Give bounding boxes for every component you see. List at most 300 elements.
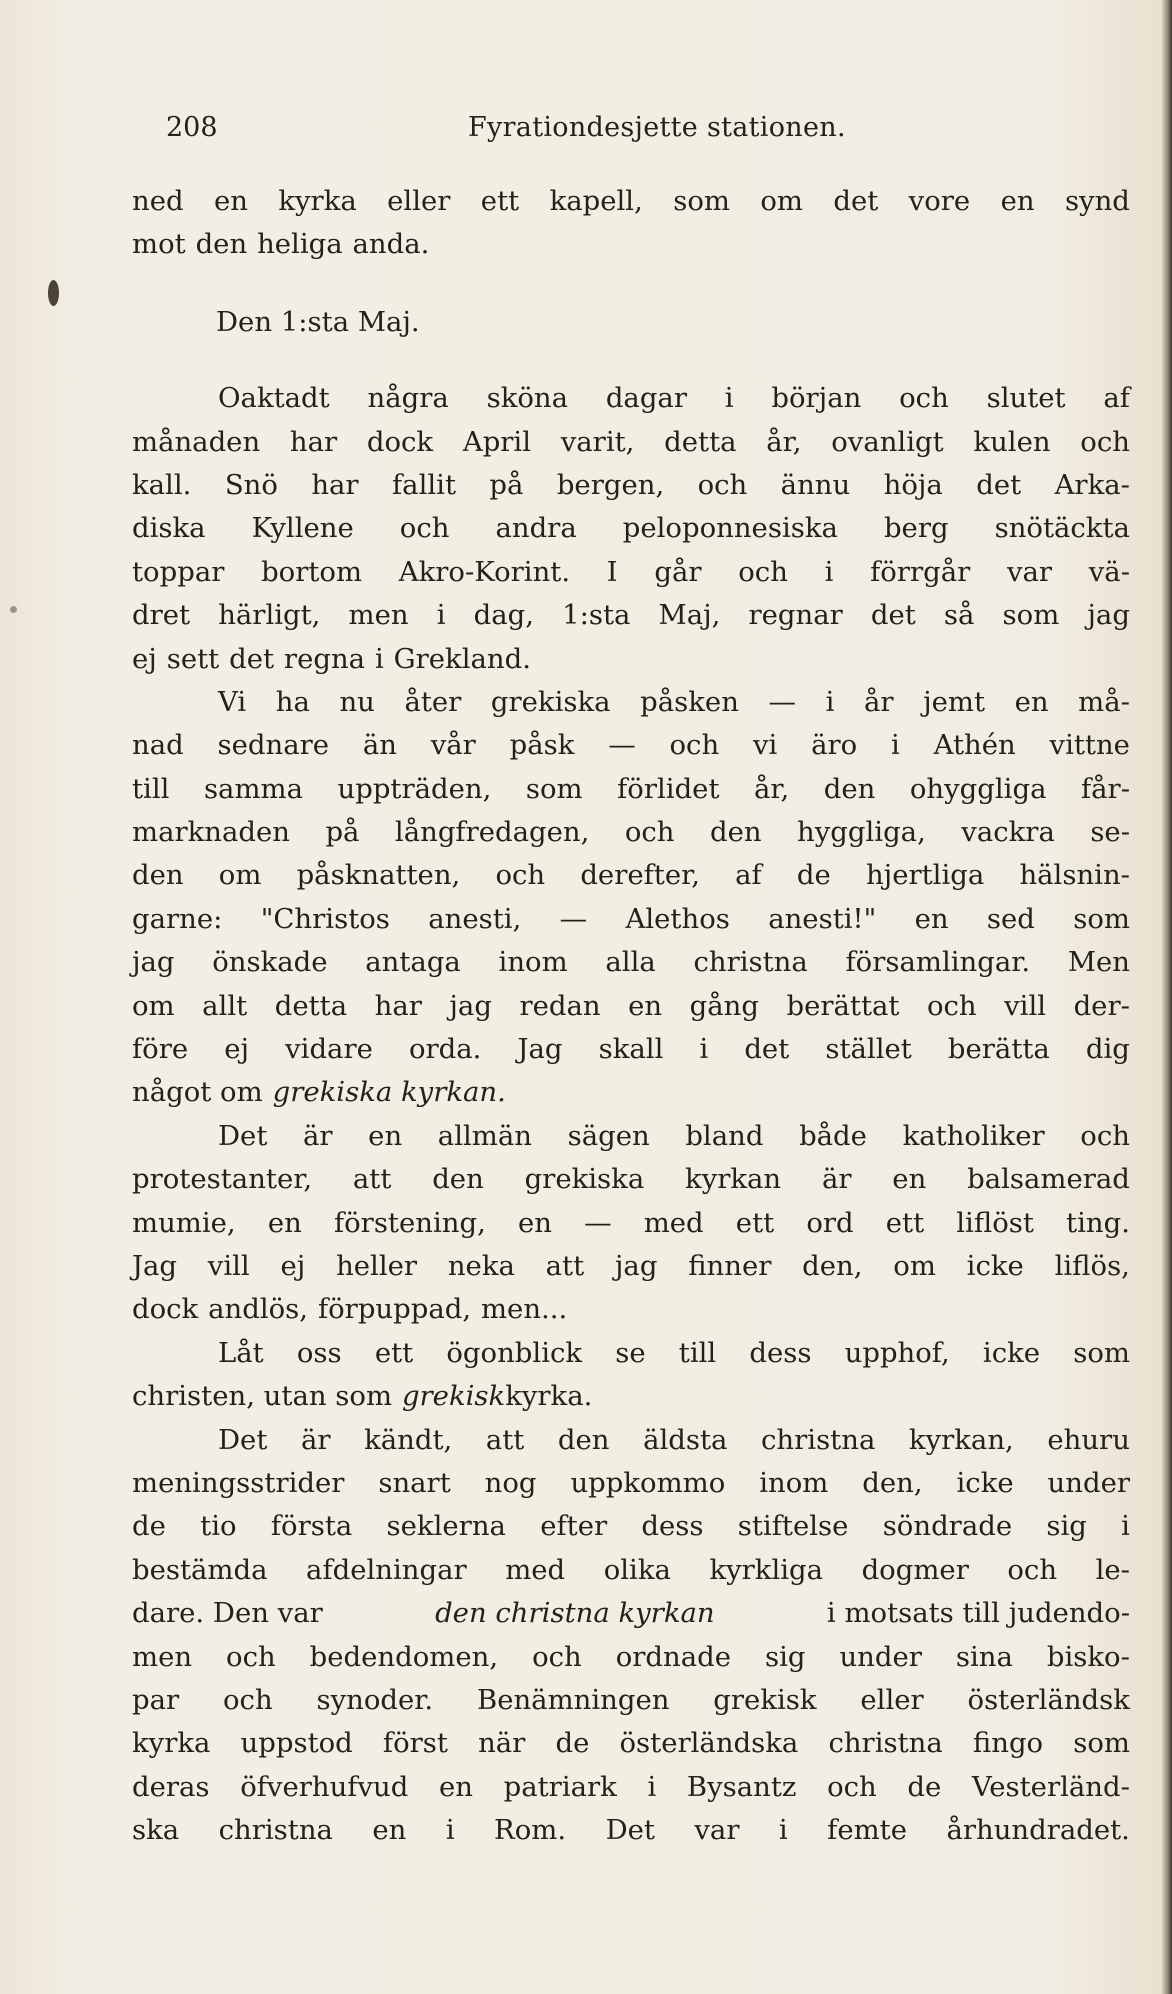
word: bedendomen,	[309, 1640, 499, 1673]
word: Bysantz	[686, 1770, 797, 1803]
word: af	[735, 859, 762, 892]
word: garne:	[132, 902, 223, 935]
word: Benämningen	[476, 1683, 670, 1716]
word: Men	[1067, 946, 1130, 979]
word: en	[914, 902, 949, 935]
word: före	[132, 1033, 189, 1066]
word: uppträden,	[337, 772, 492, 805]
word: att	[545, 1249, 585, 1282]
word: och	[926, 989, 977, 1022]
word: snart	[378, 1466, 451, 1499]
word: församlingar.	[845, 946, 1031, 979]
word: ned	[132, 185, 184, 217]
italic-phrase: grekiska kyrkan.	[272, 1076, 506, 1109]
word: patriark	[503, 1770, 617, 1803]
word: som	[1073, 1727, 1130, 1760]
word: den	[432, 1163, 484, 1196]
word: ett	[374, 1336, 414, 1369]
word: —	[608, 729, 636, 762]
word: det	[976, 468, 1022, 501]
word: sköna	[486, 382, 569, 415]
word: kyrka	[278, 185, 357, 217]
word: och	[399, 512, 450, 545]
word: sednare	[217, 729, 330, 762]
word: har	[374, 989, 422, 1022]
word: sina	[955, 1640, 1013, 1673]
word: detta	[274, 989, 348, 1022]
word: påsk	[509, 729, 575, 762]
word: några	[367, 382, 449, 415]
word: den	[557, 1423, 610, 1456]
word: Jag	[132, 1249, 178, 1282]
text-line	[132, 594, 1130, 637]
word: påsknatten,	[296, 859, 461, 892]
word: mot	[132, 228, 186, 261]
text-line	[132, 1722, 1130, 1765]
word: fallit	[392, 468, 457, 501]
word: det	[833, 185, 879, 217]
word: dock	[366, 425, 434, 458]
text-line	[132, 1115, 1130, 1158]
word: christna	[693, 946, 808, 979]
word: härligt,	[218, 599, 321, 632]
word: meningsstrider	[132, 1466, 345, 1499]
word: ej	[224, 1033, 250, 1066]
text-line	[132, 551, 1130, 594]
word: anesti,	[428, 902, 522, 935]
word: år	[863, 685, 894, 718]
word: dret	[132, 599, 191, 632]
word: skall	[598, 1033, 664, 1066]
word: i	[824, 555, 834, 588]
word: toppar	[132, 555, 225, 588]
text-segment: dare. Den var	[132, 1597, 323, 1630]
word: som	[673, 185, 730, 217]
word: nad	[132, 729, 184, 762]
word: Alethos	[625, 902, 730, 935]
text-line	[132, 180, 1130, 223]
word: har	[289, 425, 338, 458]
word: först	[382, 1727, 448, 1760]
word: berg	[883, 512, 949, 545]
word: kyrkan	[685, 1163, 782, 1196]
word: som	[1002, 599, 1060, 632]
word: regnar	[748, 599, 843, 632]
word: äro	[811, 729, 858, 762]
word: mumie,	[132, 1206, 236, 1239]
text-line	[132, 854, 1130, 897]
word: bortom	[261, 555, 363, 588]
word: med	[505, 1553, 566, 1586]
text-line	[132, 1332, 1130, 1375]
text-line	[132, 1636, 1130, 1679]
word: grekiska	[524, 1163, 645, 1196]
text-line	[132, 421, 1130, 464]
word: ehuru	[1047, 1423, 1130, 1456]
word: i	[891, 729, 900, 762]
word: åter	[404, 685, 462, 718]
word: peloponnesiska	[622, 512, 838, 545]
word: som	[1073, 902, 1130, 935]
word: dess	[749, 1336, 812, 1369]
word: femte	[827, 1814, 907, 1847]
word: nu	[339, 685, 375, 718]
word: vår	[430, 729, 476, 762]
text-line	[132, 1245, 1130, 1288]
text-line	[132, 1028, 1130, 1071]
word: icke	[956, 1466, 1014, 1499]
word: månaden	[132, 425, 261, 458]
word: antaga	[365, 946, 461, 979]
page-edge-shadow	[1162, 0, 1172, 1994]
word: hyggliga,	[797, 816, 926, 849]
word: deras	[132, 1770, 210, 1803]
running-title: Fyrationdesjette stationen.	[468, 112, 846, 143]
word: första	[270, 1510, 353, 1543]
word: till	[678, 1336, 717, 1369]
text-line	[132, 1071, 1130, 1114]
word: bland	[685, 1119, 764, 1152]
word: i	[647, 1770, 657, 1803]
word: ännu	[780, 468, 851, 501]
word: förrgår	[870, 555, 971, 588]
word: på	[489, 468, 524, 501]
word: de	[555, 1727, 590, 1760]
text-segment: i motsats till judendo-	[826, 1597, 1130, 1630]
word: Det	[218, 1119, 268, 1152]
word: en	[267, 1206, 302, 1239]
word: slutet	[986, 382, 1066, 415]
word: jemt	[923, 685, 985, 718]
word: Det	[218, 1423, 268, 1456]
word: de	[796, 859, 831, 892]
word: förlidet	[617, 772, 720, 805]
word: icke	[982, 1336, 1041, 1369]
text-segment: något om	[132, 1076, 263, 1109]
word: det	[744, 1033, 790, 1066]
ink-speck	[10, 606, 17, 613]
word: en	[372, 1814, 407, 1847]
word: Athén	[933, 729, 1016, 762]
word: Vi	[218, 685, 247, 718]
word: protestanter,	[132, 1163, 313, 1196]
word: ord	[806, 1206, 854, 1239]
word: marknaden	[132, 816, 290, 849]
page-header	[132, 108, 1132, 148]
word: i	[778, 1814, 788, 1847]
word: se	[615, 1336, 646, 1369]
word: Kyllene	[251, 512, 354, 545]
word: långfredagen,	[394, 816, 590, 849]
word: I	[606, 555, 618, 588]
word: der-	[1073, 989, 1130, 1022]
word: dess	[641, 1510, 704, 1543]
word: de	[132, 1510, 166, 1543]
word: vi	[752, 729, 778, 762]
word: Arka-	[1054, 468, 1130, 501]
word: önskade	[212, 946, 328, 979]
word: dock	[132, 1293, 199, 1326]
word: förstening,	[333, 1206, 486, 1239]
word: eller	[860, 1683, 924, 1716]
word: år,	[754, 772, 790, 805]
word: olika	[603, 1553, 671, 1586]
word: må-	[1078, 685, 1130, 718]
body-text	[132, 180, 1130, 1852]
word: berättat	[786, 989, 900, 1022]
word: en	[1000, 185, 1035, 217]
word: som	[525, 772, 583, 805]
word: det	[229, 642, 275, 675]
word: men	[132, 1640, 193, 1673]
word: ögonblick	[446, 1336, 583, 1369]
word: anesti!"	[768, 902, 877, 935]
word: med	[643, 1206, 704, 1239]
word: eller	[387, 185, 451, 217]
page-number: 208	[166, 112, 218, 143]
word: derefter,	[580, 859, 700, 892]
word: och	[1080, 425, 1130, 458]
word: en	[1014, 685, 1049, 718]
word: christna	[828, 1727, 943, 1760]
word: en	[438, 1770, 473, 1803]
word: sig	[1046, 1510, 1087, 1543]
word: att	[485, 1423, 525, 1456]
word: öfverhufvud	[240, 1770, 409, 1803]
word: i	[1121, 1510, 1130, 1543]
text-line	[132, 377, 1130, 420]
word: dagar	[605, 382, 687, 415]
text-line	[132, 464, 1130, 507]
word: i	[724, 382, 734, 415]
word: under	[839, 1640, 922, 1673]
word: vackra	[961, 816, 1055, 849]
text-line	[132, 638, 1130, 681]
word: än	[362, 729, 397, 762]
word: liflöst	[956, 1206, 1034, 1239]
word: snötäckta	[994, 512, 1130, 545]
word: regna	[283, 642, 366, 675]
word: den	[195, 228, 248, 261]
word: århundradet.	[946, 1814, 1130, 1847]
text-line	[132, 1288, 1130, 1331]
word: i	[445, 1814, 455, 1847]
word: år,	[766, 425, 802, 458]
dateline: Den 1:sta Maj.	[216, 305, 420, 338]
word: äldsta	[643, 1423, 728, 1456]
word: kyrkan,	[908, 1423, 1014, 1456]
word: den	[709, 816, 762, 849]
word: på	[325, 816, 360, 849]
word: —	[768, 685, 796, 718]
word: "Christos	[260, 902, 390, 935]
word: går	[654, 555, 702, 588]
word: en	[628, 989, 663, 1022]
word: om	[760, 185, 803, 217]
word: Det	[605, 1814, 655, 1847]
word: ska	[132, 1814, 180, 1847]
word: stiftelse	[737, 1510, 849, 1543]
text-segment: christen, utan som	[132, 1380, 393, 1413]
word: vidare	[285, 1033, 373, 1066]
word: dag,	[473, 599, 534, 632]
word: orda.	[408, 1033, 482, 1066]
word: förpuppad,	[317, 1293, 472, 1326]
word: christna	[218, 1814, 333, 1847]
word: sig	[764, 1640, 806, 1673]
word: seklerna	[386, 1510, 506, 1543]
word: den,	[862, 1466, 923, 1499]
word: finner	[688, 1249, 772, 1282]
word: vittne	[1049, 729, 1130, 762]
word: och	[222, 1683, 273, 1716]
text-line	[132, 985, 1130, 1028]
word: andlös,	[208, 1293, 309, 1326]
word: om	[218, 859, 262, 892]
word: kulen	[973, 425, 1051, 458]
word: kändt,	[364, 1423, 453, 1456]
text-line	[132, 1158, 1130, 1201]
word: och	[495, 859, 546, 892]
word: vore	[908, 185, 971, 217]
word: vill	[207, 1249, 250, 1282]
word: Jag	[517, 1033, 563, 1066]
word: dig	[1085, 1033, 1130, 1066]
word: 1:sta	[562, 599, 631, 632]
word: om	[893, 1249, 936, 1282]
word: en	[368, 1119, 403, 1152]
word: heller	[336, 1249, 418, 1282]
word: varit,	[560, 425, 635, 458]
word: sett	[166, 642, 220, 675]
word: och	[738, 555, 788, 588]
word: bestämda	[132, 1553, 268, 1586]
word: tio	[200, 1510, 237, 1543]
word: i	[699, 1033, 709, 1066]
word: och	[697, 468, 748, 501]
word: de	[907, 1770, 942, 1803]
word: April	[462, 425, 532, 458]
word: jag	[449, 989, 492, 1022]
word: och	[1080, 1119, 1130, 1152]
word: som	[1073, 1336, 1130, 1369]
word: kall.	[132, 468, 192, 501]
italic-phrase: grekisk	[401, 1380, 506, 1413]
word: och	[532, 1640, 582, 1673]
word: bergen,	[556, 468, 665, 501]
word: vä-	[1088, 555, 1130, 588]
word: får-	[1080, 772, 1130, 805]
word: men	[348, 599, 409, 632]
word: fingo	[972, 1727, 1044, 1760]
word: uppkommo	[570, 1466, 726, 1499]
word: och	[669, 729, 720, 762]
word: par	[132, 1683, 180, 1716]
word: se-	[1090, 816, 1130, 849]
word: Oaktadt	[218, 382, 330, 415]
text-line	[132, 1592, 1130, 1635]
word: hälsnin-	[1019, 859, 1130, 892]
word: liflös,	[1054, 1249, 1130, 1282]
word: och	[624, 816, 675, 849]
word: var	[694, 1814, 740, 1847]
word: det	[870, 599, 916, 632]
text-line	[132, 1462, 1130, 1505]
text-line	[132, 223, 1130, 266]
word: den	[132, 859, 184, 892]
word: sed	[986, 902, 1035, 935]
word: och	[1007, 1553, 1058, 1586]
word: kyrka	[132, 1727, 211, 1760]
word: en	[213, 185, 248, 217]
word: gång	[689, 989, 759, 1022]
word: österländska	[619, 1727, 799, 1760]
word: österländsk	[967, 1683, 1130, 1716]
word: anda.	[352, 228, 430, 261]
word: Rom.	[494, 1814, 567, 1847]
word: den,	[802, 1249, 863, 1282]
italic-phrase: den christna kyrkan	[435, 1597, 715, 1630]
word: både	[799, 1119, 867, 1152]
word: inom	[498, 946, 568, 979]
word: allt	[202, 989, 248, 1022]
word: men...	[480, 1293, 568, 1326]
word: så	[943, 599, 975, 632]
text-line	[132, 507, 1130, 550]
word: synd	[1064, 185, 1130, 217]
word: hjertliga	[865, 859, 985, 892]
word: jag	[614, 1249, 658, 1282]
text-line	[132, 1766, 1130, 1809]
word: redan	[519, 989, 601, 1022]
word: balsamerad	[967, 1163, 1130, 1196]
text-line	[132, 724, 1130, 767]
word: sägen	[567, 1119, 650, 1152]
word: höja	[883, 468, 943, 501]
word: en	[517, 1206, 552, 1239]
word: Vesterländ-	[971, 1770, 1130, 1803]
word: om	[132, 989, 175, 1022]
word: Låt	[218, 1336, 264, 1369]
word: i	[374, 642, 384, 675]
word: Maj,	[658, 599, 721, 632]
word: efter	[540, 1510, 608, 1543]
word: ovanligt	[831, 425, 944, 458]
word: och	[899, 382, 949, 415]
word: uppstod	[240, 1727, 353, 1760]
word: le-	[1095, 1553, 1130, 1586]
word: kyrkliga	[709, 1553, 824, 1586]
word: grekisk	[713, 1683, 817, 1716]
word: —	[584, 1206, 612, 1239]
text-line	[132, 1549, 1130, 1592]
word: påsken	[640, 685, 739, 718]
word: diska	[132, 512, 206, 545]
word: är	[303, 1119, 333, 1152]
word: har	[311, 468, 359, 501]
text-line	[132, 1375, 1130, 1418]
word: synoder.	[316, 1683, 434, 1716]
text-segment: kyrka.	[505, 1380, 593, 1413]
word: under	[1047, 1466, 1130, 1499]
word: söndrade	[882, 1510, 1013, 1543]
text-line	[132, 898, 1130, 941]
word: ohyggliga	[909, 772, 1047, 805]
word: ett	[480, 185, 520, 217]
word: upphof,	[844, 1336, 950, 1369]
word: dogmer	[861, 1553, 969, 1586]
word: oss	[296, 1336, 342, 1369]
